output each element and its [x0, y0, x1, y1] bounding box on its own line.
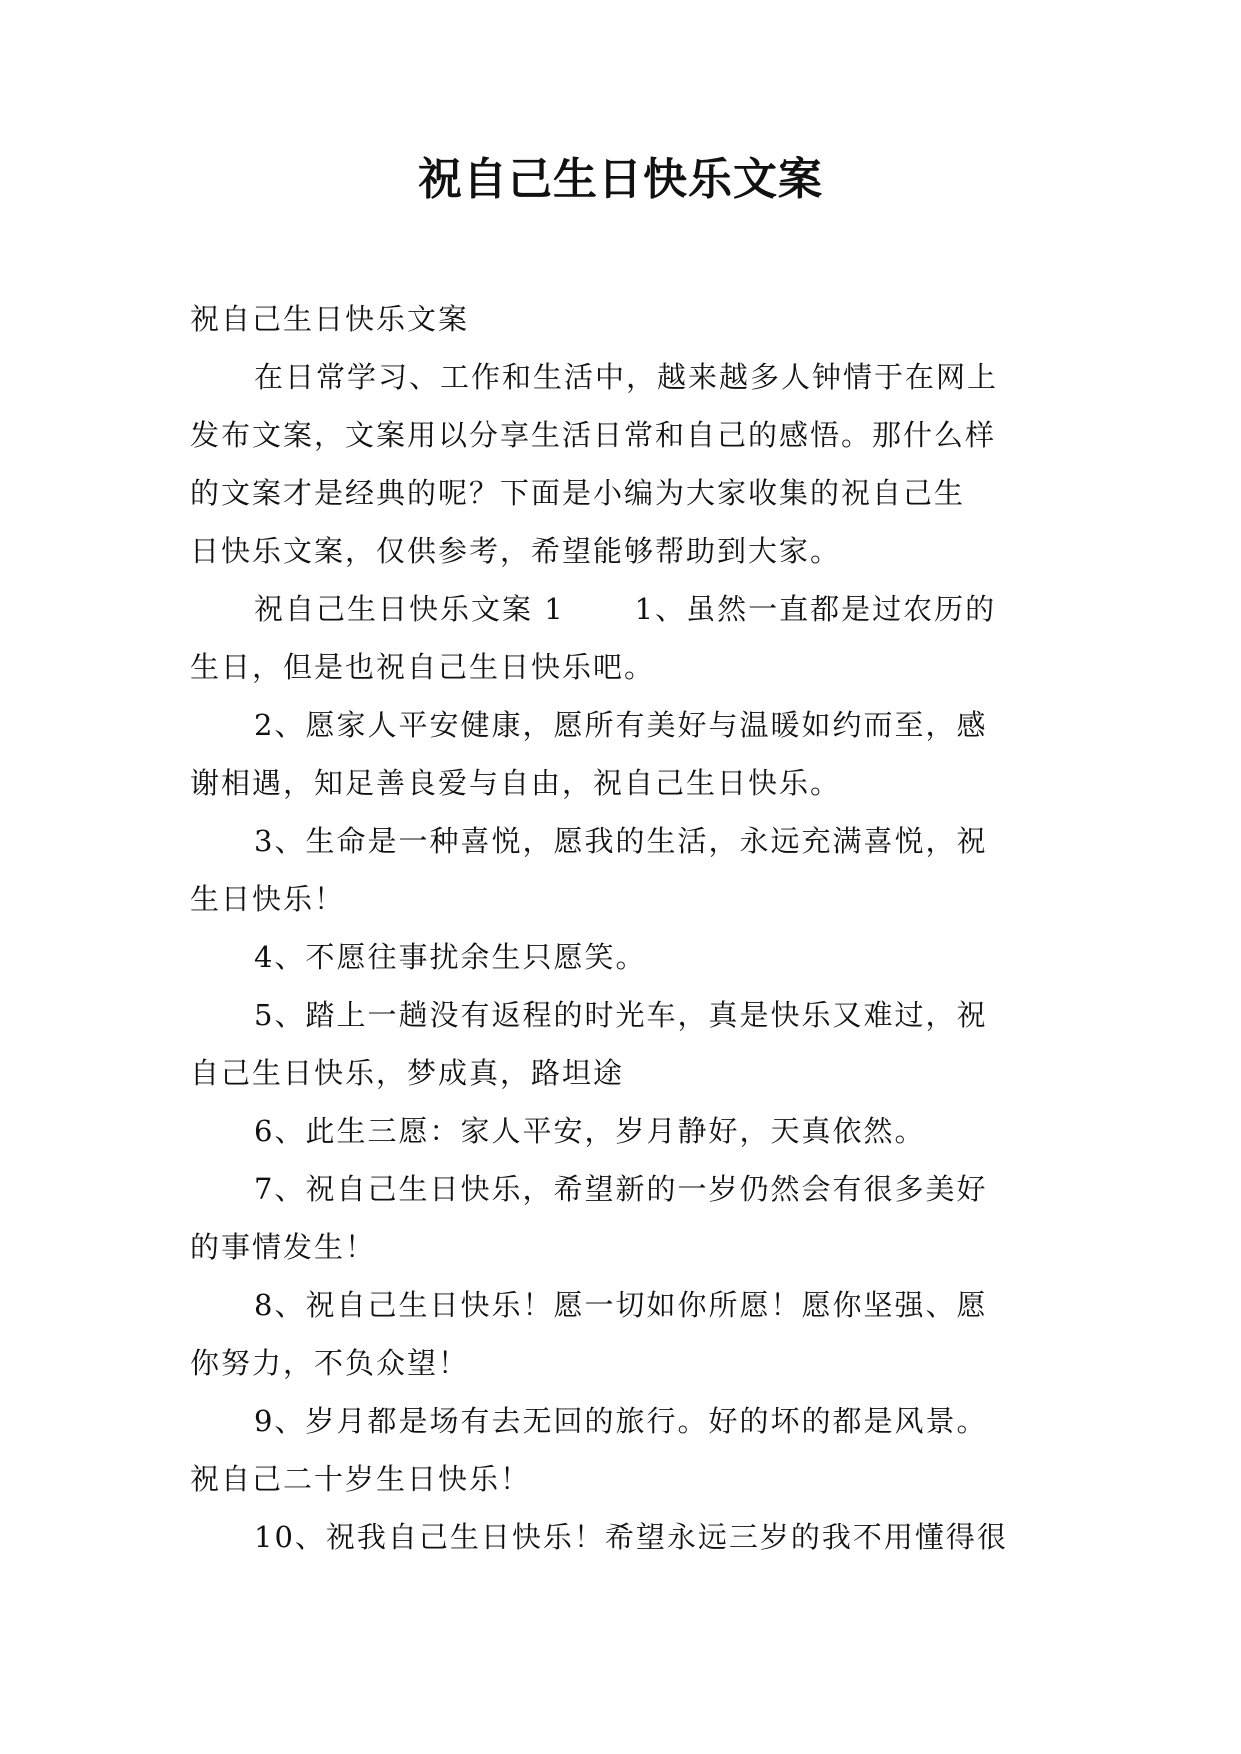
list-item-line: 生日，但是也祝自己生日快乐吧。 — [190, 650, 656, 684]
list-item-line: 5、踏上一趟没有返程的时光车，真是快乐又难过，祝 — [254, 998, 988, 1032]
list-item-line — [190, 580, 1050, 638]
list-item-5 — [190, 986, 1050, 1102]
list-item-line: 祝自己二十岁生日快乐！ — [190, 1462, 532, 1496]
list-item-6 — [190, 1102, 1050, 1160]
list-item-1 — [190, 580, 1050, 696]
intro-line: 的文案才是经典的呢？下面是小编为大家收集的祝自己生 — [190, 476, 966, 510]
list-item-line: 2、愿家人平安健康，愿所有美好与温暖如约而至，感 — [254, 708, 988, 742]
list-item-line: 生日快乐！ — [190, 882, 346, 916]
list-item-10 — [190, 1508, 1050, 1566]
section-heading: 祝自己生日快乐文案 1 — [254, 592, 565, 626]
list-item-line: 9、岁月都是场有去无回的旅行。好的坏的都是风景。 — [254, 1404, 988, 1438]
list-item-9 — [190, 1392, 1050, 1508]
intro-line: 发布文案，文案用以分享生活日常和自己的感悟。那什么样 — [190, 418, 997, 452]
intro-line: 日快乐文案，仅供参考，希望能够帮助到大家。 — [190, 534, 842, 568]
intro-line: 在日常学习、工作和生活中，越来越多人钟情于在网上 — [254, 360, 999, 394]
list-item-text: 1、虽然一直都是过农历的 — [634, 592, 997, 626]
list-item-line: 的事情发生！ — [190, 1230, 377, 1264]
list-item-line: 3、生命是一种喜悦，愿我的生活，永远充满喜悦，祝 — [254, 824, 988, 858]
list-item-line: 自己生日快乐，梦成真，路坦途 — [190, 1056, 625, 1090]
list-item-7 — [190, 1160, 1050, 1276]
body-subtitle: 祝自己生日快乐文案 — [190, 302, 470, 336]
document-title: 祝自己生日快乐文案 — [418, 154, 823, 205]
list-item-line: 你努力，不负众望！ — [190, 1346, 470, 1380]
document-body — [190, 290, 1050, 1566]
list-item-line: 7、祝自己生日快乐，希望新的一岁仍然会有很多美好 — [254, 1172, 988, 1206]
list-item-4 — [190, 928, 1050, 986]
list-item-8 — [190, 1276, 1050, 1392]
list-item-line: 10、祝我自己生日快乐！希望永远三岁的我不用懂得很 — [254, 1520, 1008, 1554]
list-item-line: 谢相遇，知足善良爱与自由，祝自己生日快乐。 — [190, 766, 842, 800]
list-item-3 — [190, 812, 1050, 928]
list-item-2 — [190, 696, 1050, 812]
list-item-line: 6、此生三愿：家人平安，岁月静好，天真依然。 — [254, 1114, 926, 1148]
list-item-line: 8、祝自己生日快乐！愿一切如你所愿！愿你坚强、愿 — [254, 1288, 988, 1322]
list-item-line: 4、不愿往事扰余生只愿笑。 — [254, 940, 647, 974]
intro-paragraph — [190, 348, 1050, 580]
